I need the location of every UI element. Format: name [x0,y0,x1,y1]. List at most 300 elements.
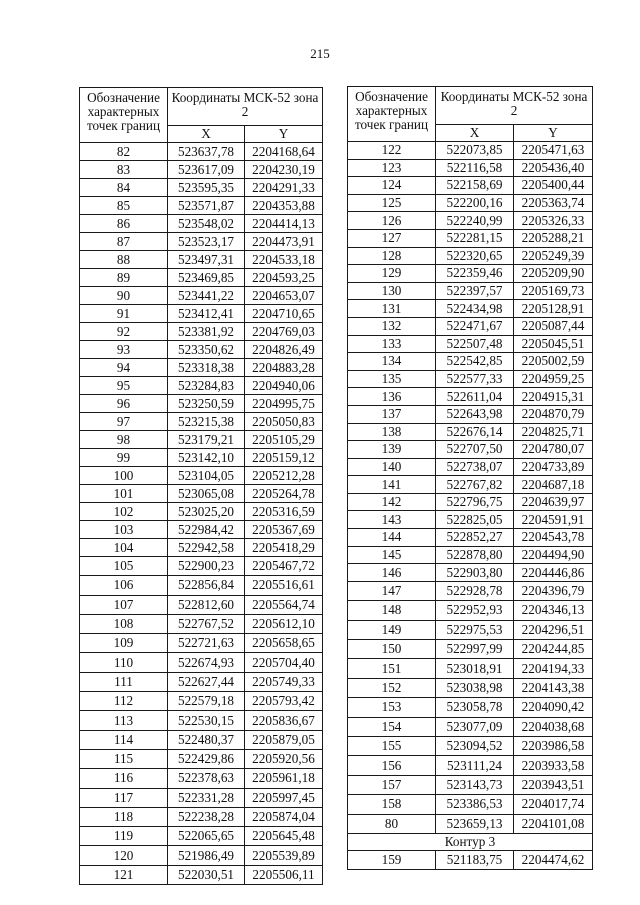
table-row [348,529,593,547]
table-row [80,653,323,672]
coord-y: 2204543,78 [514,529,593,547]
coord-x: 522429,86 [168,749,245,768]
point-number: 147 [348,581,436,600]
point-number: 102 [80,503,168,521]
point-number: 103 [80,521,168,539]
coord-y: 2205836,67 [245,711,323,730]
coord-x: 522767,52 [168,614,245,633]
table-row [80,323,323,341]
coord-x: 523571,87 [168,197,245,215]
table-row [348,511,593,529]
coord-x: 523386,53 [436,795,514,814]
table-row [80,233,323,251]
coord-y: 2205264,78 [245,485,323,503]
coord-y: 2204533,18 [245,251,323,269]
table-row [348,423,593,441]
point-number: 108 [80,614,168,633]
coord-y: 2204940,06 [245,377,323,395]
point-number: 153 [348,698,436,717]
table-row [80,341,323,359]
table-row [80,557,323,576]
table-row [348,212,593,230]
point-number: 107 [80,595,168,614]
coord-x: 523215,38 [168,413,245,431]
coord-y: 2205539,89 [245,846,323,865]
coord-y: 2204733,89 [514,458,593,476]
table-row [348,698,593,717]
point-number: 114 [80,730,168,749]
coord-y: 2204825,71 [514,423,593,441]
point-number: 133 [348,335,436,353]
table-row [348,159,593,177]
coordinates-table-right [347,86,593,870]
coord-x: 522577,33 [436,370,514,388]
table-row [348,756,593,775]
table-row [80,305,323,323]
coord-y: 2205316,59 [245,503,323,521]
point-number: 154 [348,717,436,736]
coord-y: 2204090,42 [514,698,593,717]
table-row [80,827,323,846]
coord-y: 2204826,49 [245,341,323,359]
coord-y: 2204593,25 [245,269,323,287]
point-number: 129 [348,265,436,283]
table-row [80,179,323,197]
table-row [80,846,323,865]
point-number: 95 [80,377,168,395]
point-number: 157 [348,775,436,794]
table-row [80,634,323,653]
coord-y: 2204101,08 [514,814,593,833]
point-number: 127 [348,229,436,247]
coord-y: 2205212,28 [245,467,323,485]
coord-y: 2204474,62 [514,850,593,869]
table-row [348,265,593,283]
coord-x: 523058,78 [436,698,514,717]
table-row [348,335,593,353]
point-number: 96 [80,395,168,413]
table-row [80,251,323,269]
header-point-name: Обозначение характерных точек границ [80,88,168,143]
table-row [348,795,593,814]
coord-x: 523469,85 [168,269,245,287]
coord-x: 523595,35 [168,179,245,197]
point-number: 152 [348,678,436,697]
coord-x: 522073,85 [436,142,514,160]
coord-x: 522158,69 [436,177,514,195]
coord-x: 522707,50 [436,441,514,459]
coord-y: 2203933,58 [514,756,593,775]
table-row [348,282,593,300]
coord-x: 523441,22 [168,287,245,305]
coord-y: 2204414,13 [245,215,323,233]
table-row [80,269,323,287]
coord-y: 2205363,74 [514,194,593,212]
coord-y: 2205920,56 [245,749,323,768]
point-number: 88 [80,251,168,269]
point-number: 97 [80,413,168,431]
coord-x: 522331,28 [168,788,245,807]
coord-x: 522928,78 [436,581,514,600]
coord-x: 522065,65 [168,827,245,846]
point-number: 138 [348,423,436,441]
coord-x: 523250,59 [168,395,245,413]
coord-y: 2204168,64 [245,143,323,161]
point-number: 148 [348,601,436,620]
coord-y: 2205128,91 [514,300,593,318]
table-row [80,521,323,539]
coord-x: 522434,98 [436,300,514,318]
header-y: Y [245,126,323,143]
point-number: 99 [80,449,168,467]
point-number: 131 [348,300,436,318]
point-number: 126 [348,212,436,230]
coord-y: 2205050,83 [245,413,323,431]
point-number: 139 [348,441,436,459]
table-row [80,503,323,521]
coord-y: 2204143,38 [514,678,593,697]
point-number: 121 [80,865,168,884]
point-number: 149 [348,620,436,639]
table-row [348,620,593,639]
coord-x: 522030,51 [168,865,245,884]
coord-y: 2205612,10 [245,614,323,633]
point-number: 98 [80,431,168,449]
coord-x: 522825,05 [436,511,514,529]
coord-x: 522579,18 [168,692,245,711]
point-number: 85 [80,197,168,215]
table-row [80,395,323,413]
coord-y: 2205961,18 [245,769,323,788]
coord-y: 2205564,74 [245,595,323,614]
coord-x: 522530,15 [168,711,245,730]
table-row [80,449,323,467]
coord-x: 521183,75 [436,850,514,869]
coord-y: 2205467,72 [245,557,323,576]
point-number: 137 [348,405,436,423]
coord-y: 2205516,61 [245,576,323,595]
point-number: 146 [348,564,436,582]
coord-y: 2204194,33 [514,659,593,678]
coord-y: 2204639,97 [514,493,593,511]
point-number: 141 [348,476,436,494]
coord-y: 2205874,04 [245,807,323,826]
table-row [80,215,323,233]
point-number: 159 [348,850,436,869]
coord-x: 523077,09 [436,717,514,736]
table-row [80,672,323,691]
coord-x: 523412,41 [168,305,245,323]
table-row [348,229,593,247]
coord-x: 522767,82 [436,476,514,494]
coord-x: 523497,31 [168,251,245,269]
point-number: 128 [348,247,436,265]
coord-x: 522281,15 [436,229,514,247]
coord-x: 522359,46 [436,265,514,283]
point-number: 86 [80,215,168,233]
table-row [80,711,323,730]
coord-y: 2205249,39 [514,247,593,265]
table-row [348,775,593,794]
point-number: 104 [80,539,168,557]
table-row [80,413,323,431]
coord-y: 2205749,33 [245,672,323,691]
table-row [80,197,323,215]
table-row [348,640,593,659]
table-row [80,730,323,749]
coord-y: 2205471,63 [514,142,593,160]
coord-y: 2204959,25 [514,370,593,388]
coord-x: 522627,44 [168,672,245,691]
coord-x: 522611,04 [436,388,514,406]
point-number: 134 [348,353,436,371]
table-row [80,359,323,377]
coord-y: 2205367,69 [245,521,323,539]
point-number: 151 [348,659,436,678]
coord-y: 2205997,45 [245,788,323,807]
coord-y: 2204346,13 [514,601,593,620]
coord-y: 2205288,21 [514,229,593,247]
coord-y: 2204473,91 [245,233,323,251]
table-row [80,865,323,884]
point-number: 115 [80,749,168,768]
table-row [348,441,593,459]
point-number: 135 [348,370,436,388]
header-x: X [168,126,245,143]
coord-y: 2204396,79 [514,581,593,600]
table-row [348,736,593,755]
coord-y: 2204870,79 [514,405,593,423]
point-number: 92 [80,323,168,341]
table-row [348,546,593,564]
point-number: 142 [348,493,436,511]
point-number: 100 [80,467,168,485]
coord-y: 2204017,74 [514,795,593,814]
table-row [348,388,593,406]
table-row [348,493,593,511]
coord-x: 523038,98 [436,678,514,697]
point-number: 117 [80,788,168,807]
coord-x: 522542,85 [436,353,514,371]
coord-x: 522676,14 [436,423,514,441]
point-number: 113 [80,711,168,730]
coord-y: 2204710,65 [245,305,323,323]
coord-x: 523381,92 [168,323,245,341]
point-number: 94 [80,359,168,377]
coordinates-table-left [79,87,323,885]
coord-y: 2204591,91 [514,511,593,529]
table-row [348,601,593,620]
table-row [80,377,323,395]
coord-y: 2204038,68 [514,717,593,736]
coord-x: 522812,60 [168,595,245,614]
header-y: Y [514,125,593,142]
coord-y: 2205645,48 [245,827,323,846]
coord-y: 2205704,40 [245,653,323,672]
point-number: 143 [348,511,436,529]
coord-x: 522397,57 [436,282,514,300]
point-number: 101 [80,485,168,503]
point-number: 132 [348,317,436,335]
table-row [348,476,593,494]
header-point-name: Обозначение характерных точек границ [348,87,436,142]
coord-x: 522796,75 [436,493,514,511]
point-number: 124 [348,177,436,195]
coord-x: 522984,42 [168,521,245,539]
point-number: 116 [80,769,168,788]
coord-y: 2205436,40 [514,159,593,177]
coord-x: 523523,17 [168,233,245,251]
table-row [80,595,323,614]
coord-x: 523548,02 [168,215,245,233]
coord-x: 522738,07 [436,458,514,476]
coord-x: 522320,65 [436,247,514,265]
table-row [348,317,593,335]
coord-y: 2205658,65 [245,634,323,653]
coord-x: 521986,49 [168,846,245,865]
coord-x: 522852,27 [436,529,514,547]
point-number: 106 [80,576,168,595]
point-number: 109 [80,634,168,653]
coord-x: 523025,20 [168,503,245,521]
table-row [80,485,323,503]
table-row [80,431,323,449]
point-number: 118 [80,807,168,826]
coord-y: 2204769,03 [245,323,323,341]
coord-x: 523018,91 [436,659,514,678]
table-row [348,247,593,265]
coord-x: 522975,53 [436,620,514,639]
coord-x: 523637,78 [168,143,245,161]
point-number: 120 [80,846,168,865]
table-row [80,287,323,305]
table-row [80,788,323,807]
table-row [348,177,593,195]
header-coords: Координаты МСК-52 зона 2 [436,87,593,125]
point-number: 91 [80,305,168,323]
table-row [80,143,323,161]
coord-y: 2205087,44 [514,317,593,335]
point-number: 111 [80,672,168,691]
header-x: X [436,125,514,142]
coord-y: 2204494,90 [514,546,593,564]
coord-x: 523094,52 [436,736,514,755]
table-row [80,161,323,179]
coord-y: 2205879,05 [245,730,323,749]
point-number: 87 [80,233,168,251]
coord-x: 523318,38 [168,359,245,377]
coord-x: 523142,10 [168,449,245,467]
coord-x: 522643,98 [436,405,514,423]
coord-y: 2204230,19 [245,161,323,179]
table-row [80,467,323,485]
point-number: 93 [80,341,168,359]
point-number: 112 [80,692,168,711]
coord-x: 522378,63 [168,769,245,788]
coord-x: 522997,99 [436,640,514,659]
point-number: 84 [80,179,168,197]
coord-y: 2205418,29 [245,539,323,557]
coord-y: 2204915,31 [514,388,593,406]
coord-y: 2204883,28 [245,359,323,377]
coord-y: 2205400,44 [514,177,593,195]
coord-y: 2205169,73 [514,282,593,300]
table-row [80,576,323,595]
table-row [348,300,593,318]
coord-x: 523104,05 [168,467,245,485]
coord-x: 523350,62 [168,341,245,359]
point-number: 136 [348,388,436,406]
coord-x: 523179,21 [168,431,245,449]
point-number: 110 [80,653,168,672]
table-row [348,678,593,697]
table-row [80,539,323,557]
coord-x: 523617,09 [168,161,245,179]
point-number: 145 [348,546,436,564]
point-number: 89 [80,269,168,287]
coord-y: 2205002,59 [514,353,593,371]
table-row [80,769,323,788]
point-number: 80 [348,814,436,833]
coord-y: 2205209,90 [514,265,593,283]
page-number: 215 [310,46,330,61]
coord-x: 523284,83 [168,377,245,395]
table-row [348,659,593,678]
point-number: 122 [348,142,436,160]
coord-x: 522116,58 [436,159,514,177]
coord-x: 522900,23 [168,557,245,576]
point-number: 125 [348,194,436,212]
coord-x: 522471,67 [436,317,514,335]
point-number: 82 [80,143,168,161]
coord-x: 522238,28 [168,807,245,826]
point-number: 158 [348,795,436,814]
coord-y: 2204296,51 [514,620,593,639]
header-coords: Координаты МСК-52 зона 2 [168,88,323,126]
coord-x: 523111,24 [436,756,514,775]
point-number: 119 [80,827,168,846]
coord-x: 522674,93 [168,653,245,672]
coord-y: 2205105,29 [245,431,323,449]
coord-y: 2204653,07 [245,287,323,305]
table-row [348,142,593,160]
table-row [348,564,593,582]
coord-x: 522903,80 [436,564,514,582]
coord-y: 2205793,42 [245,692,323,711]
coord-x: 523143,73 [436,775,514,794]
point-number: 155 [348,736,436,755]
coord-y: 2205326,33 [514,212,593,230]
coord-y: 2205506,11 [245,865,323,884]
coord-x: 522721,63 [168,634,245,653]
table-row [348,581,593,600]
coord-x: 522240,99 [436,212,514,230]
table-row [348,458,593,476]
table-row [80,692,323,711]
table-row [348,370,593,388]
coord-y: 2204446,86 [514,564,593,582]
coord-y: 2204995,75 [245,395,323,413]
coord-y: 2204353,88 [245,197,323,215]
table-row [80,749,323,768]
coord-x: 522856,84 [168,576,245,595]
coord-y: 2205045,51 [514,335,593,353]
coord-y: 2204687,18 [514,476,593,494]
point-number: 144 [348,529,436,547]
coord-y: 2203986,58 [514,736,593,755]
point-number: 130 [348,282,436,300]
table-row [348,194,593,212]
